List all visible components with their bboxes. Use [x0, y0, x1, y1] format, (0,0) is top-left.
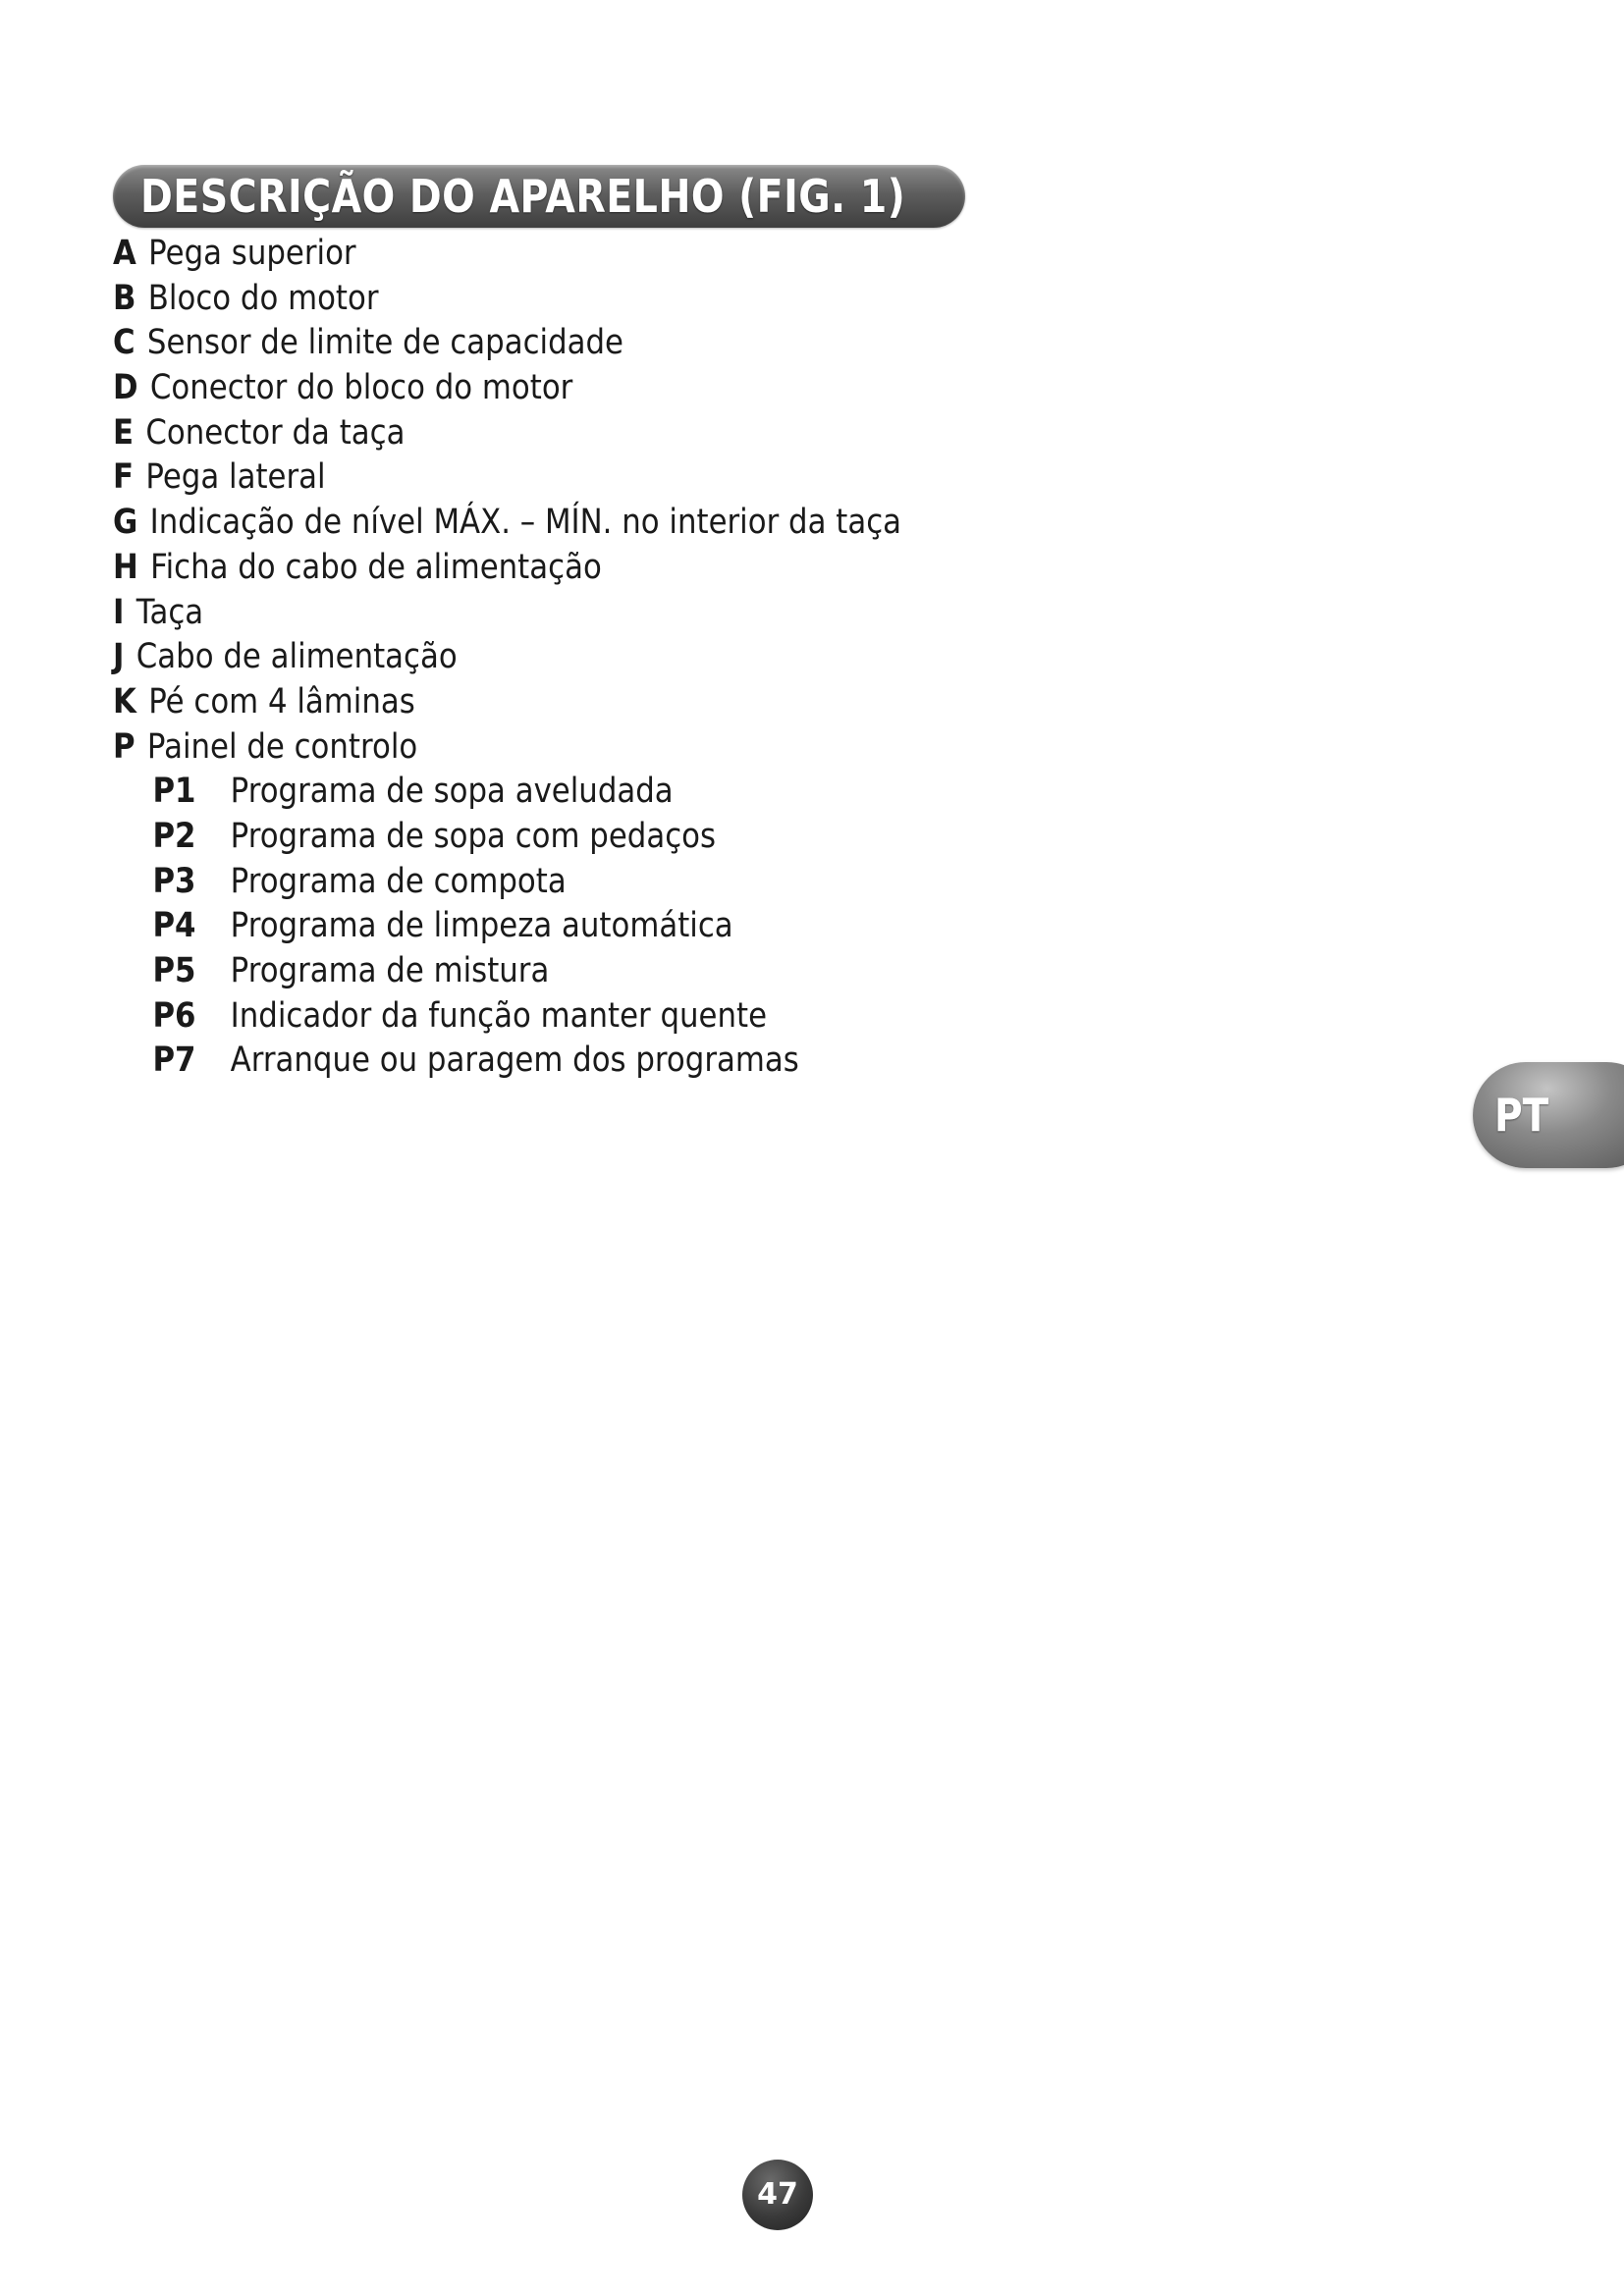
list-item [113, 546, 1150, 591]
item-letter: G [113, 503, 138, 543]
item-text: Pega lateral [145, 457, 326, 498]
program-code: P2 [152, 816, 196, 856]
item-letter: F [113, 457, 135, 498]
program-text: Indicador da função manter quente [230, 995, 768, 1036]
program-item [113, 994, 1150, 1040]
item-letter: B [113, 278, 136, 318]
list-item [113, 501, 1150, 546]
item-text: Cabo de alimentação [135, 637, 458, 677]
program-text: Programa de limpeza automática [230, 906, 733, 946]
list-item [113, 277, 1150, 322]
item-letter: C [113, 323, 135, 363]
program-item [113, 904, 1150, 949]
program-code: P1 [152, 772, 196, 812]
item-text: Indicação de nível MÁX. – MÍN. no interior da taça [149, 503, 902, 543]
list-item [113, 366, 1150, 411]
program-code: P4 [152, 906, 196, 946]
item-letter: P [113, 726, 135, 767]
list-item [113, 455, 1150, 501]
program-item [113, 949, 1150, 994]
list-item [113, 725, 1150, 771]
program-item [113, 1039, 1150, 1084]
item-letter: J [113, 637, 125, 677]
item-letter: E [113, 412, 135, 453]
item-letter: A [113, 234, 136, 273]
program-code: P3 [152, 861, 196, 901]
item-text: Bloco do motor [147, 278, 379, 318]
item-letter: K [113, 681, 136, 721]
item-letter: H [113, 547, 138, 587]
list-item [113, 411, 1150, 456]
item-text: Painel de controlo [146, 726, 418, 767]
list-item [113, 680, 1150, 725]
program-text: Programa de sopa aveludada [230, 772, 674, 812]
section-title-bar [113, 165, 965, 228]
program-text: Programa de compota [230, 861, 567, 901]
item-text: Conector da taça [145, 412, 406, 453]
item-text: Taça [135, 592, 204, 632]
program-code: P7 [152, 1041, 196, 1081]
item-text: Pega superior [148, 234, 356, 273]
list-item [113, 591, 1150, 636]
item-text: Conector do bloco do motor [149, 368, 573, 408]
item-letter: I [113, 592, 125, 632]
list-item [113, 232, 1150, 277]
program-code: P5 [152, 951, 196, 990]
section-title: DESCRIÇÃO DO APARELHO (FIG. 1) [140, 170, 906, 223]
program-text: Arranque ou paragem dos programas [230, 1041, 799, 1081]
item-text: Sensor de limite de capacidade [146, 323, 624, 363]
language-label: PT [1494, 1089, 1549, 1142]
item-text: Pé com 4 lâminas [148, 681, 415, 721]
list-item [113, 635, 1150, 680]
list-item [113, 321, 1150, 366]
program-text: Programa de mistura [230, 951, 550, 990]
program-item [113, 860, 1150, 905]
program-item [113, 770, 1150, 815]
language-tab [1473, 1062, 1624, 1168]
parts-list [113, 232, 1291, 1084]
program-text: Programa de sopa com pedaços [230, 816, 717, 856]
item-text: Ficha do cabo de alimentação [150, 547, 602, 587]
program-code: P6 [152, 995, 196, 1036]
page-number: 47 [742, 2160, 813, 2230]
item-letter: D [113, 368, 138, 408]
program-item [113, 815, 1150, 860]
